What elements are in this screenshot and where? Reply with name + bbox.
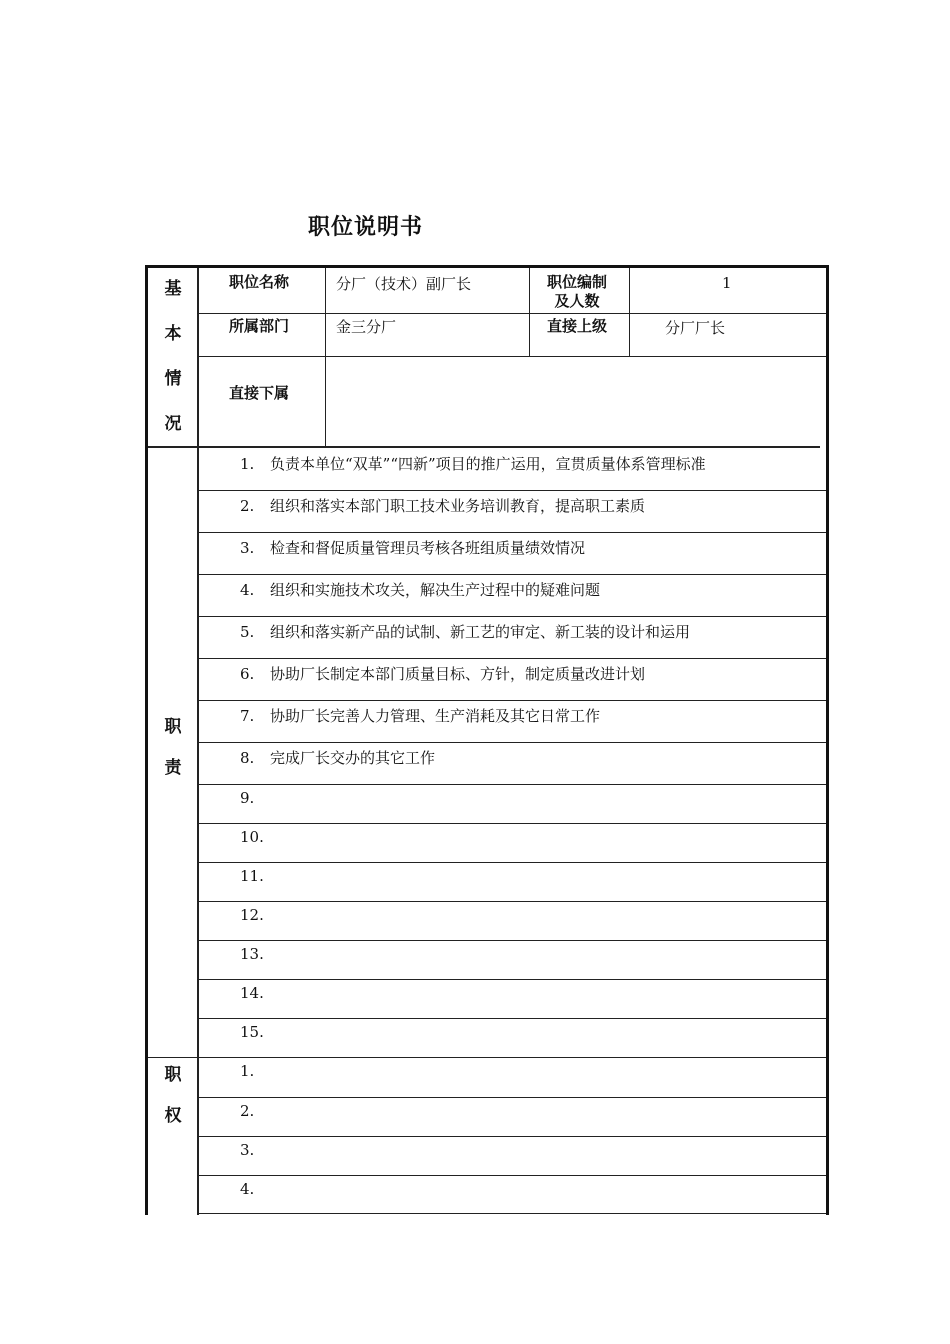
department-value: 金三分厂 [336, 318, 397, 336]
page-title: 职位说明书 [308, 215, 424, 240]
row-divider [198, 313, 826, 314]
row-divider [198, 742, 826, 743]
duty-row [240, 867, 270, 885]
col-divider [325, 268, 326, 448]
duty-text: 组织和落实新产品的试制、新工艺的审定、新工装的设计和运用 [270, 623, 691, 641]
duty-row [240, 747, 435, 768]
section-label-authority: 职 权 [164, 1065, 182, 1126]
position-name-value: 分厂（技术）副厂长 [336, 275, 472, 293]
duty-row [240, 1023, 270, 1041]
duty-row [240, 789, 270, 807]
row-divider [198, 574, 826, 575]
section-label-basic: 基 本 情 况 [164, 279, 182, 434]
col-divider [529, 268, 530, 356]
row-divider [198, 700, 826, 701]
duty-row [240, 453, 706, 474]
authority-row [240, 1180, 270, 1198]
duty-text: 检查和督促质量管理员考核各班组质量绩效情况 [270, 539, 586, 557]
duty-number: 12. [240, 906, 264, 924]
row-divider [198, 1057, 826, 1058]
row-divider [198, 1097, 826, 1098]
duty-number: 15. [240, 1023, 264, 1041]
duty-text: 协助厂长制定本部门质量目标、方针，制定质量改进计划 [270, 665, 646, 683]
duty-text: 组织和落实本部门职工技术业务培训教育，提高职工素质 [270, 497, 646, 515]
row-divider [198, 616, 826, 617]
row-divider [198, 490, 826, 491]
section-divider-line [148, 1057, 198, 1058]
position-name-label: 职位名称 [229, 273, 290, 291]
row-divider [198, 532, 826, 533]
authority-row [240, 1102, 270, 1120]
duty-text: 组织和实施技术攻关，解决生产过程中的疑难问题 [270, 581, 601, 599]
duty-number: 8. [240, 749, 255, 767]
duty-row [240, 945, 270, 963]
duty-number: 14. [240, 984, 264, 1002]
subordinate-label: 直接下属 [229, 384, 290, 402]
duty-number: 9. [240, 789, 255, 807]
duty-text: 负责本单位“双革”“四新”项目的推广运用，宣贯质量体系管理标准 [270, 455, 706, 473]
row-divider [198, 1213, 826, 1214]
duty-text: 协助厂长完善人力管理、生产消耗及其它日常工作 [270, 707, 601, 725]
authority-number: 4. [240, 1180, 255, 1198]
row-divider [198, 784, 826, 785]
department-label: 所属部门 [229, 317, 290, 335]
duty-number: 10. [240, 828, 264, 846]
duty-row [240, 495, 645, 516]
headcount-value: 1 [722, 274, 732, 292]
duty-row [240, 621, 690, 642]
authority-row [240, 1141, 270, 1159]
duty-number: 7. [240, 707, 255, 725]
duty-number: 2. [240, 497, 255, 515]
section-label-duties: 职 责 [164, 717, 182, 778]
duty-number: 5. [240, 623, 255, 641]
duty-row [240, 828, 270, 846]
authority-number: 2. [240, 1102, 255, 1120]
duty-row [240, 984, 270, 1002]
duty-text: 完成厂长交办的其它工作 [270, 749, 436, 767]
row-divider [198, 940, 826, 941]
duty-number: 1. [240, 455, 255, 473]
authority-number: 1. [240, 1062, 255, 1080]
duty-row [240, 579, 600, 600]
row-divider [198, 862, 826, 863]
col-divider [629, 268, 630, 356]
row-divider [198, 1136, 826, 1137]
duty-number: 6. [240, 665, 255, 683]
duty-row [240, 537, 585, 558]
duty-row [240, 663, 645, 684]
row-divider [198, 356, 826, 357]
row-divider [198, 1175, 826, 1176]
duty-number: 4. [240, 581, 255, 599]
duty-row [240, 906, 270, 924]
duty-number: 11. [240, 867, 264, 885]
headcount-label: 职位编制 及人数 [547, 273, 608, 310]
authority-row [240, 1062, 270, 1080]
duty-row [240, 705, 600, 726]
superior-value: 分厂厂长 [665, 319, 726, 337]
row-divider [198, 1018, 826, 1019]
section-divider-line [148, 446, 820, 448]
duty-number: 13. [240, 945, 264, 963]
authority-number: 3. [240, 1141, 255, 1159]
row-divider [198, 901, 826, 902]
row-divider [198, 979, 826, 980]
duty-number: 3. [240, 539, 255, 557]
superior-label: 直接上级 [547, 317, 608, 335]
row-divider [198, 658, 826, 659]
row-divider [198, 823, 826, 824]
